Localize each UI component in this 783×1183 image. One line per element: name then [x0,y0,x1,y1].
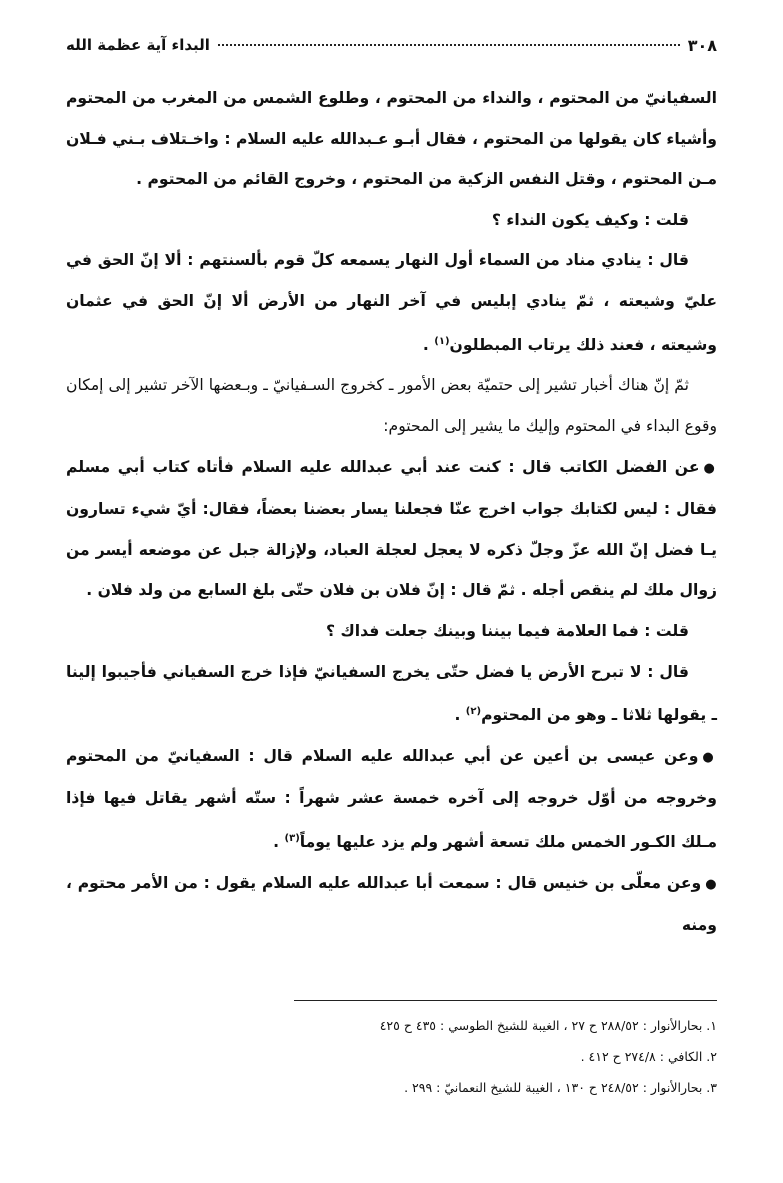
page-number: ٣٠٨ [687,35,717,55]
dotted-leader [218,44,680,46]
paragraph: قلت : وكيف يكون النداء ؟ [491,210,689,229]
bullet-icon: ● [702,749,718,765]
footnotes [66,1010,717,1103]
bullet-icon: ● [705,876,718,892]
paragraph: ●وعن عيسى بن أعين عن أبي عبدالله عليه السلام قال : السفيانيّ من المحتوم وخروجه من أوّل خروجه إلى آخره خمسة عشر شهراً : ستّه أشهر يقاتل فيها فإذا مـلك الكـور الخمس ملك تسعة أشهر ولم يزد عليها يوماً$^{(٣)}$ . [66,746,718,852]
footnote-ref: (١) [434,335,450,347]
running-title: البداء آية عظمة الله [66,36,210,54]
footnote: ٣. بحارالأنوار : ٢٤٨/٥٢ ح ١٣٠ ، الغيبة للشيخ النعمانيّ : ٢٩٩ . [404,1080,717,1095]
bullet-icon: ● [703,460,718,476]
main-text [66,78,717,946]
footnote: ١. بحارالأنوار : ٢٨٨/٥٢ ح ٢٧ ، الغيبة للشيخ الطوسي : ٤٣٥ ح ٤٢٥ [379,1018,717,1033]
footnote-ref: (٣) [284,833,300,845]
footnote-divider [294,1000,717,1001]
running-header [66,30,717,60]
paragraph: قال : لا تبرح الأرض يا فضل حتّى يخرج السفيانيّ فإذا خرج السفياني فأجيبوا إلينا ـ يقولها ثلاثا ـ وهو من المحتوم$^{(٢)}$ . [66,662,717,725]
footnote: ٢. الكافي : ٢٧٤/٨ ح ٤١٢ . [580,1049,717,1064]
paragraph: السفيانيّ من المحتوم ، والنداء من المحتوم ، وطلوع الشمس من المغرب من المحتوم وأشياء كان يقولها من المحتوم ، فقال أبـو عـبدالله عليه السلام : واخـتلاف بـني فـلان مـن المحتوم ، وقتل النفس الزكية من المحتوم ، وخروج القائم من المحتوم . [66,89,717,189]
paragraph: قال : ينادي مناد من السماء أول النهار يسمعه كلّ قوم بألسنتهم : ألا إنّ الحق في عليّ وشيعته ، ثمّ ينادي إبليس في آخر النهار من الأرض ألا إنّ الحق في عثمان وشيعته ، فعند ذلك يرتاب المبطلون$^{(١)}$ . [66,251,717,354]
paragraph: قلت : فما العلامة فيما بيننا وبينك جعلت فداك ؟ [326,621,689,640]
paragraph: ثمّ إنّ هناك أخبار تشير إلى حتميّة بعض الأمور ـ كخروج السـفيانيّ ـ وبـعضها الآخر تشير إلى إمكان وقوع البداء في المحتوم وإليك ما يشير إلى المحتوم: [66,376,717,435]
paragraph: ●عن الفضل الكاتب قال : كنت عند أبي عبدالله عليه السلام فأتاه كتاب أبي مسلم فقال : ليس لكتابك جواب اخرج عنّا فجعلنا يسار بعضنا بعضاً، فقال: أيّ شيء تسارون يـا فضل إنّ الله عزّ وجلّ ذكره لا يعجل لعجلة العباد، ولإزالة جبل عن موضعه أيسر من زوال ملك لم ينقص أجله . ثمّ قال : إنّ فلان بن فلان حتّى بلغ السابع من ولد فلان . [66,457,718,600]
footnote-ref: (٢) [465,706,482,718]
paragraph: ●وعن معلّى بن خنيس قال : سمعت أبا عبدالله عليه السلام يقول : من الأمر محتوم ، ومنه [66,873,718,935]
